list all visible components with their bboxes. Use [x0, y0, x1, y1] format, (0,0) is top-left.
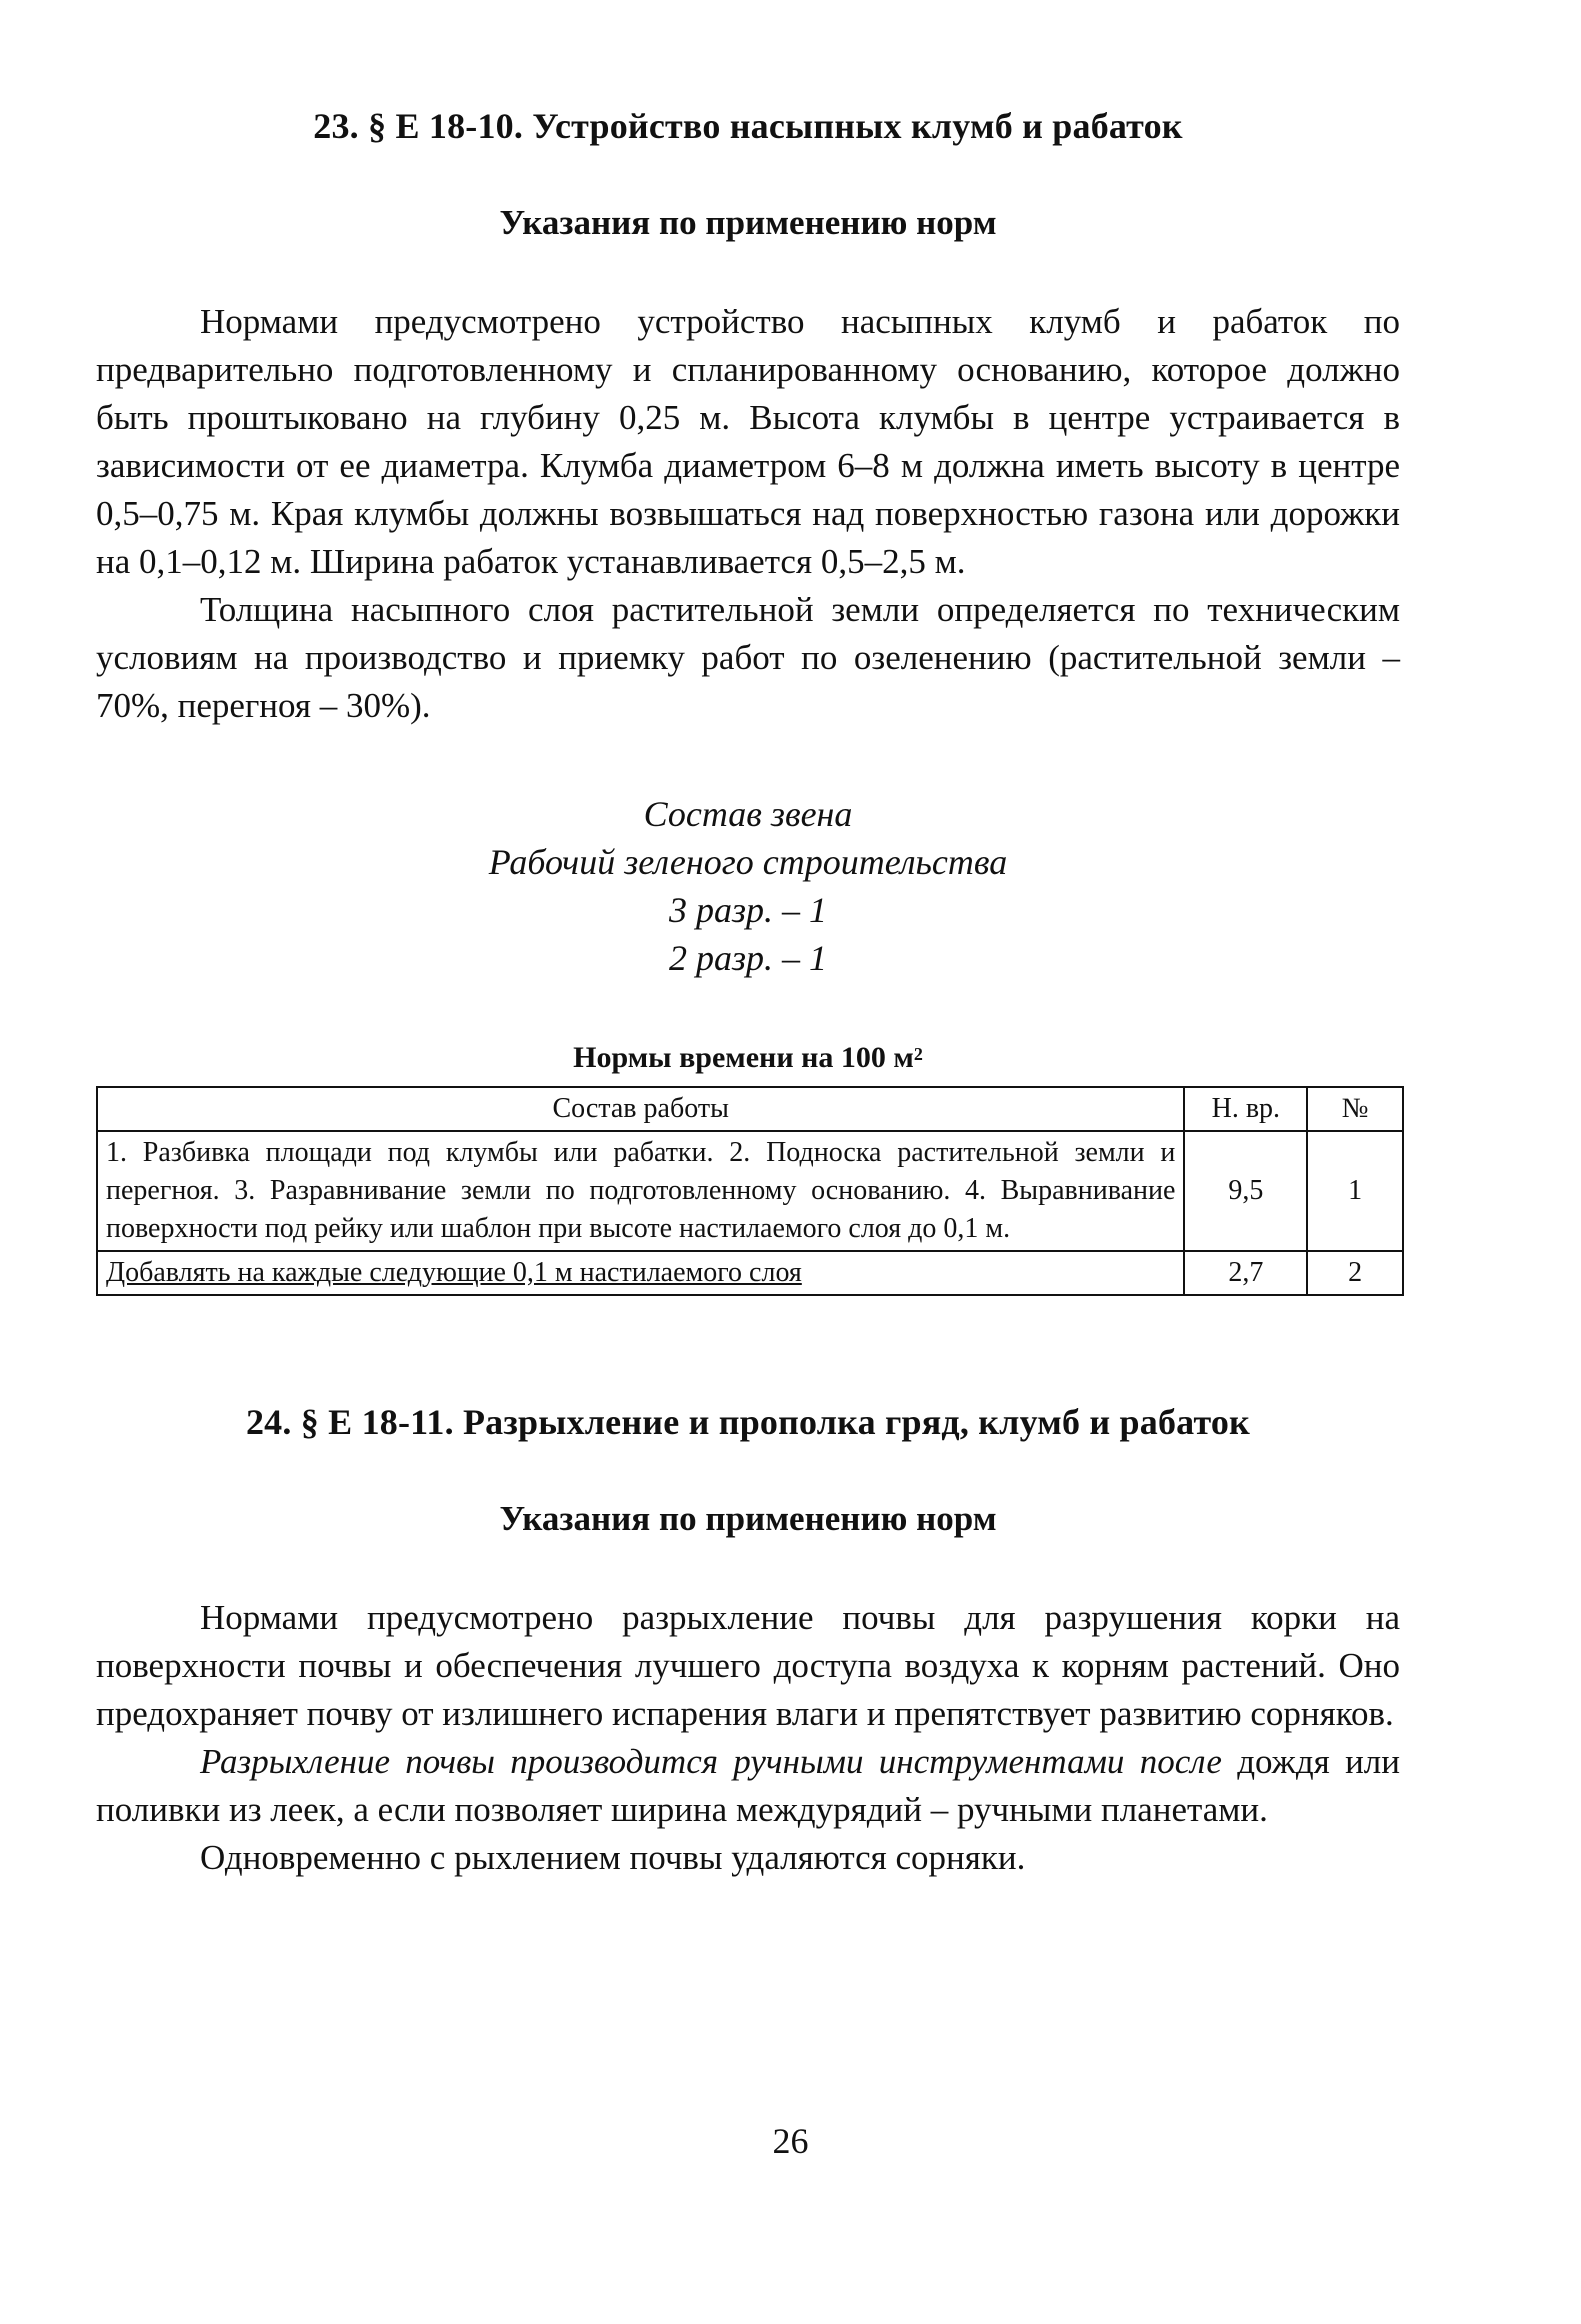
row-2-time-norm: 2,7 [1184, 1251, 1307, 1295]
table-row [97, 1251, 1403, 1295]
header-work: Состав работы [97, 1087, 1184, 1131]
section-23-title: 23. § Е 18-10. Устройство насыпных клумб и рабаток [313, 106, 1183, 146]
section-24-paragraph-2-italic: Разрыхление почвы производится ручными инструментами после [200, 1742, 1222, 1781]
norms-table [96, 1086, 1404, 1296]
header-time-norm: Н. вр. [1184, 1087, 1307, 1131]
header-number: № [1307, 1087, 1403, 1131]
section-23-paragraph-2: Толщина насыпного слоя растительной земли определяется по техническим условиям на производство и приемку работ по озеленению (растительной земли – 70%, перегноя – 30%). [96, 590, 1400, 725]
section-24-subtitle: Указания по применению норм [499, 1499, 997, 1538]
table-row [97, 1131, 1403, 1251]
crew-grade-3: 3 разр. – 1 [668, 890, 828, 930]
crew-heading: Состав звена [643, 794, 853, 834]
section-23-subtitle: Указания по применению норм [499, 203, 997, 242]
section-24-title: 24. § Е 18-11. Разрыхление и прополка гряд, клумб и рабаток [245, 1402, 1251, 1442]
section-24-paragraph-2 [96, 1738, 1400, 1834]
section-gap [96, 1296, 1400, 1376]
crew-composition [96, 790, 1400, 982]
section-23-paragraph-1: Нормами предусмотрено устройство насыпных клумб и рабаток по предварительно подготовленному и спланированному основанию, которое должно быть проштыковано на глубину 0,25 м. Высота клумбы в центре устраивается в зависимости от ее диаметра. Клумба диаметром 6–8 м должна иметь высоту в центре 0,5–0,75 м. Края клумбы должны возвышаться над поверхностью газона или дорожки на 0,1–0,12 м. Ширина рабаток устанавливается 0,5–2,5 м. [96, 302, 1400, 581]
norms-title-unit-sup: 2 [913, 1044, 923, 1064]
row-1-number: 1 [1307, 1131, 1403, 1251]
norms-title-text: Нормы времени на 100 м [573, 1041, 914, 1074]
row-1-work: 1. Разбивка площади под клумбы или рабатки. 2. Подноска растительной земли и перегноя. 3. Разравнивание земли по подготовленному основанию. 4. Выравнивание поверхности под рейку или шаблон при высоте настилаемого слоя до 0,1 м. [97, 1131, 1184, 1251]
crew-profession: Рабочий зеленого строительства [488, 842, 1008, 882]
row-1-time-norm: 9,5 [1184, 1131, 1307, 1251]
page-number: 26 [772, 2121, 809, 2161]
row-2-number: 2 [1307, 1251, 1403, 1295]
section-24-paragraph-2-rest: дождя или поливки из леек, а если позволяет ширина междурядий – ручными планетами. [96, 1742, 1400, 1829]
norms-title [96, 1038, 1400, 1078]
document-page [96, 80, 1400, 1882]
crew-grade-2: 2 разр. – 1 [668, 938, 828, 978]
section-24-paragraph-1: Нормами предусмотрено разрыхление почвы для разрушения корки на поверхности почвы и обеспечения лучшего доступа воздуха к корням растений. Оно предохраняет почву от излишнего испарения влаги и препятствует развитию сорняков. [96, 1598, 1400, 1733]
table-header-row [97, 1087, 1403, 1131]
row-2-work: Добавлять на каждые следующие 0,1 м настилаемого слоя [97, 1251, 1184, 1295]
section-24-paragraph-3: Одновременно с рыхлением почвы удаляются сорняки. [200, 1838, 1026, 1877]
